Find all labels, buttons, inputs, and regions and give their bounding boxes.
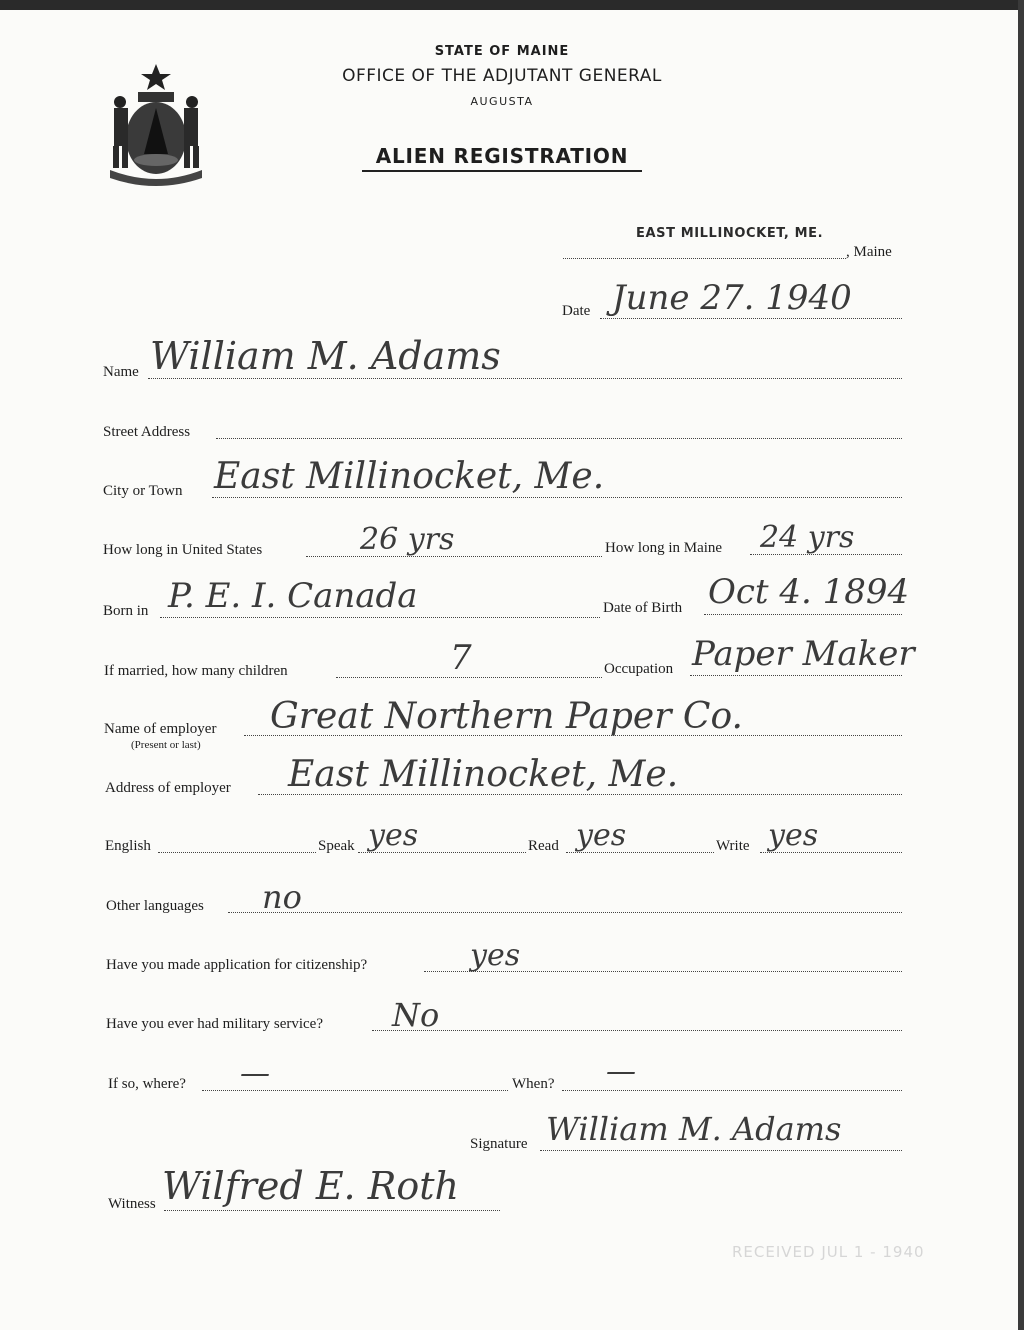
employer-address-value: East Millinocket, Me. <box>288 754 679 795</box>
other-languages-line <box>228 912 902 913</box>
born-in-line <box>160 617 600 618</box>
date-of-birth-line <box>704 614 902 615</box>
how-long-maine-value: 24 yrs <box>760 520 855 555</box>
write-value: yes <box>768 818 819 853</box>
witness-label: Witness <box>108 1196 156 1212</box>
street-address-line <box>216 438 902 439</box>
date-of-birth-label: Date of Birth <box>603 600 683 616</box>
signature-label: Signature <box>470 1136 528 1152</box>
town-line <box>563 258 846 259</box>
employer-value: Great Northern Paper Co. <box>270 696 743 737</box>
occupation-value: Paper Maker <box>692 634 915 674</box>
header-office: OFFICE OF THE ADJUTANT GENERAL <box>342 66 662 86</box>
name-value: William M. Adams <box>150 334 501 378</box>
citizenship-value: yes <box>470 938 521 973</box>
form-title: ALIEN REGISTRATION <box>375 144 629 168</box>
born-in-label: Born in <box>103 603 149 619</box>
header-state: STATE OF MAINE <box>434 44 570 59</box>
city-line <box>212 497 902 498</box>
when-label: When? <box>512 1076 555 1092</box>
born-in-value: P. E. I. Canada <box>168 576 418 616</box>
children-value: 7 <box>450 638 472 678</box>
witness-line <box>164 1210 500 1211</box>
signature-line <box>540 1150 902 1151</box>
speak-value: yes <box>368 818 419 853</box>
city-label: City or Town <box>103 483 183 499</box>
military-value: No <box>392 996 440 1034</box>
military-line <box>372 1030 902 1031</box>
employer-label: Name of employer <box>104 721 217 737</box>
when-line <box>562 1090 902 1091</box>
date-label: Date <box>562 303 591 319</box>
english-label: English <box>105 838 151 854</box>
city-value: East Millinocket, Me. <box>214 456 605 497</box>
street-address-label: Street Address <box>103 424 191 440</box>
town-stamp: EAST MILLINOCKET, ME. <box>636 226 824 241</box>
received-stamp: RECEIVED JUL 1 - 1940 <box>732 1243 925 1261</box>
scan-border-right <box>1018 0 1024 1330</box>
how-long-maine-label: How long in Maine <box>605 540 723 556</box>
witness-value: Wilfred E. Roth <box>162 1164 459 1208</box>
when-value: — <box>606 1054 636 1089</box>
military-label: Have you ever had military service? <box>106 1016 323 1032</box>
form-title-underline <box>362 170 642 172</box>
employer-address-label: Address of employer <box>105 780 231 796</box>
scan-border-top <box>0 0 1024 10</box>
other-languages-value: no <box>262 878 302 916</box>
read-value: yes <box>576 818 627 853</box>
date-line <box>600 318 902 319</box>
citizenship-label: Have you made application for citizenship? <box>106 957 368 973</box>
speak-label: Speak <box>318 838 355 854</box>
employer-note: (Present or last) <box>131 739 201 751</box>
write-label: Write <box>716 838 750 854</box>
english-line <box>158 852 316 853</box>
how-long-us-label: How long in United States <box>103 542 263 558</box>
if-so-where-label: If so, where? <box>108 1076 186 1092</box>
name-line <box>148 378 902 379</box>
occupation-line <box>690 675 902 676</box>
name-label: Name <box>103 364 139 380</box>
children-label: If married, how many children <box>104 663 288 679</box>
other-languages-label: Other languages <box>106 898 204 914</box>
signature-value: William M. Adams <box>546 1110 842 1148</box>
date-value: June 27. 1940 <box>612 278 852 318</box>
where-value: — <box>240 1056 270 1091</box>
state-suffix: , Maine <box>846 244 892 260</box>
how-long-us-value: 26 yrs <box>360 522 455 557</box>
header-city: AUGUSTA <box>470 95 534 108</box>
date-of-birth-value: Oct 4. 1894 <box>708 572 910 612</box>
read-label: Read <box>528 838 559 854</box>
occupation-label: Occupation <box>604 661 674 677</box>
